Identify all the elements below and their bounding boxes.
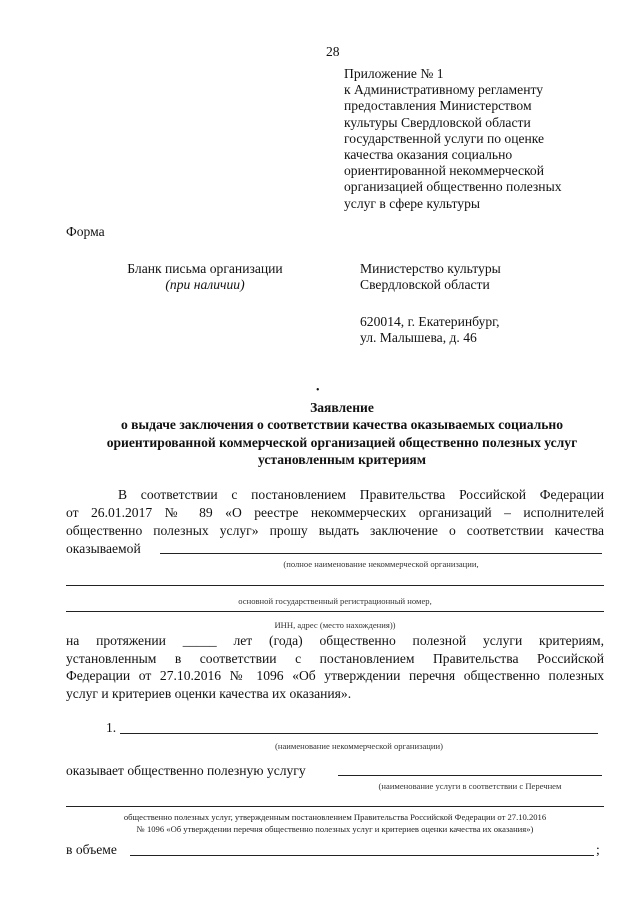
appendix-line: культуры Свердловской области [344, 114, 531, 130]
org-name-field[interactable] [120, 733, 598, 734]
caption-org-name: (наименование некоммерческой организации) [275, 741, 443, 751]
caption-service-name: (наименование услуги в соответствии с Перечнем [378, 781, 562, 791]
appendix-line: государственной услуги по оценке [344, 130, 545, 146]
title-line: установленным критериям [257, 452, 427, 468]
page-number: 28 [326, 44, 340, 59]
semicolon: ; [596, 842, 600, 857]
volume-field[interactable] [130, 855, 594, 856]
body-line: Федерации от 27.10.2016 № 1096 «Об утверждении перечня общественно полезных [66, 668, 604, 684]
body-line: установленным в соответствии с постановлением Правительства Российской [66, 650, 604, 666]
appendix-line: качества оказания социально [344, 147, 513, 163]
stray-mark: • [316, 385, 320, 396]
item-number: 1. [106, 720, 117, 735]
service-footnote [66, 811, 604, 835]
criteria-paragraph [66, 632, 604, 702]
appendix-line: услуг в сфере культуры [344, 195, 481, 211]
title-heading: Заявление [310, 400, 374, 415]
form-label: Форма [66, 224, 105, 239]
provides-service-label: оказывает общественно полезную услугу [66, 763, 306, 778]
appendix-line: Приложение № 1 [344, 66, 444, 81]
recipient-address [360, 314, 500, 346]
footnote-line: общественно полезных услуг, утвержденным постановлением Правительства Российской Федерации от 27.10.2016 [123, 812, 547, 822]
recipient-line: Министерство культуры [360, 261, 501, 276]
title-line: о выдаче заключения о соответствии качества оказываемых социально [120, 417, 564, 433]
appendix-line: к Административному регламенту [344, 82, 544, 98]
recipient-line: Свердловской области [360, 277, 490, 293]
body-line: на протяжении _____ лет (года) общественно полезной услуги критериям, [66, 633, 604, 648]
paragraph-line: от 26.01.2017 № 89 «О реестре некоммерческих организаций – исполнителей [66, 505, 604, 521]
body-line: услуг и критериев оценки качества их оказания». [66, 685, 352, 701]
appendix-line: организацией общественно полезных [344, 179, 562, 195]
caption-inn: ИНН, адрес (место нахождения)) [274, 620, 396, 630]
volume-label: в объеме [66, 842, 117, 857]
recipient-block [360, 261, 501, 293]
paragraph-line: В соответствии с постановлением Правительства Российской Федерации [118, 487, 604, 502]
inn-address-field[interactable] [66, 611, 604, 612]
caption-full-name: (полное наименование некоммерческой организации, [283, 559, 479, 569]
request-paragraph [66, 486, 604, 541]
org-full-name-field[interactable] [160, 553, 602, 554]
paragraph-line: общественно полезных услуг» прошу выдать заключение о соответствии качества [66, 523, 604, 539]
appendix-block [344, 66, 562, 212]
service-name-field[interactable] [338, 775, 602, 776]
letterhead-note [116, 261, 294, 293]
address-line: 620014, г. Екатеринбург, [360, 314, 500, 329]
footnote-line: № 1096 «Об утверждении перечня общественно полезных услуг и критериев оценки качества их оказания») [136, 824, 534, 834]
caption-ogrn: основной государственный регистрационный номер, [238, 596, 432, 606]
appendix-line: предоставления Министерством [344, 98, 532, 114]
ogrn-field[interactable] [66, 585, 604, 586]
provided-by-label: оказываемой [66, 541, 141, 556]
document-title [40, 399, 640, 469]
title-line: ориентированной коммерческой организацией общественно полезных услуг [106, 434, 578, 450]
address-line: ул. Малышева, д. 46 [360, 330, 477, 346]
service-name-continued-field[interactable] [66, 806, 604, 807]
appendix-line: ориентированной некоммерческой [344, 163, 544, 179]
letterhead-optional: (при наличии) [165, 277, 245, 292]
letterhead-line: Бланк письма организации [127, 261, 283, 276]
